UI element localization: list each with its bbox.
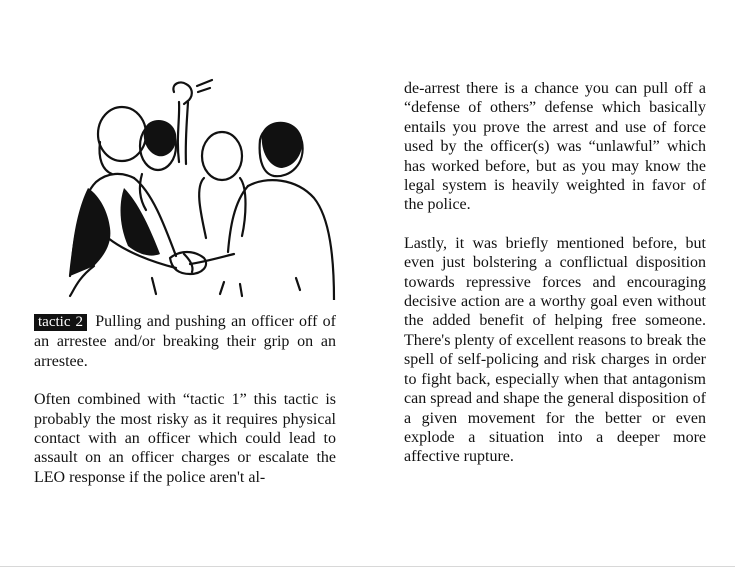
left-column bbox=[34, 312, 336, 506]
tactic-tag: tactic 2 bbox=[34, 314, 87, 331]
tactic-paragraph bbox=[34, 312, 336, 371]
left-jacket-fill bbox=[70, 188, 110, 276]
right-column bbox=[404, 79, 706, 486]
right-paragraph-1: de-arrest there is a chance you can pull off a “defense of others” defense which basically entails you prove the arrest and use of force used by the officer(s) was “unlawful” which has worked before, but as you may know the legal system is heavily weighted in favor of the police. bbox=[404, 80, 706, 214]
right-paragraph-2: Lastly, it was briefly mentioned before, but even just bolstering a conflictual disposition towards repressive forces and encouraging decisive action are a worthy goal even without the added benefit of helping free someone. There's plenty of excellent reasons to break the spell of self-policing and risk charges in order to fight back, especially when that antagonism can spread and shape the general disposition of a given movement for the better or even explode a situation into a deeper more affective rupture. bbox=[404, 234, 706, 466]
raised-fist-shape bbox=[173, 82, 191, 104]
right-head-fill bbox=[262, 122, 303, 168]
left-paragraph-2: Often combined with “tactic 1” this tactic is probably the most risky as it requires physical contact with an officer which could lead to assault on an officer charges or escalate the LEO response if the police aren't al- bbox=[34, 391, 336, 486]
dark-hair-shape bbox=[144, 120, 177, 156]
tactic-text: Pulling and pushing an officer off of an arrestee and/or breaking their grip on an arrestee. bbox=[34, 313, 336, 370]
page-bottom-rule bbox=[0, 566, 735, 567]
de-arrest-illustration bbox=[34, 78, 336, 300]
